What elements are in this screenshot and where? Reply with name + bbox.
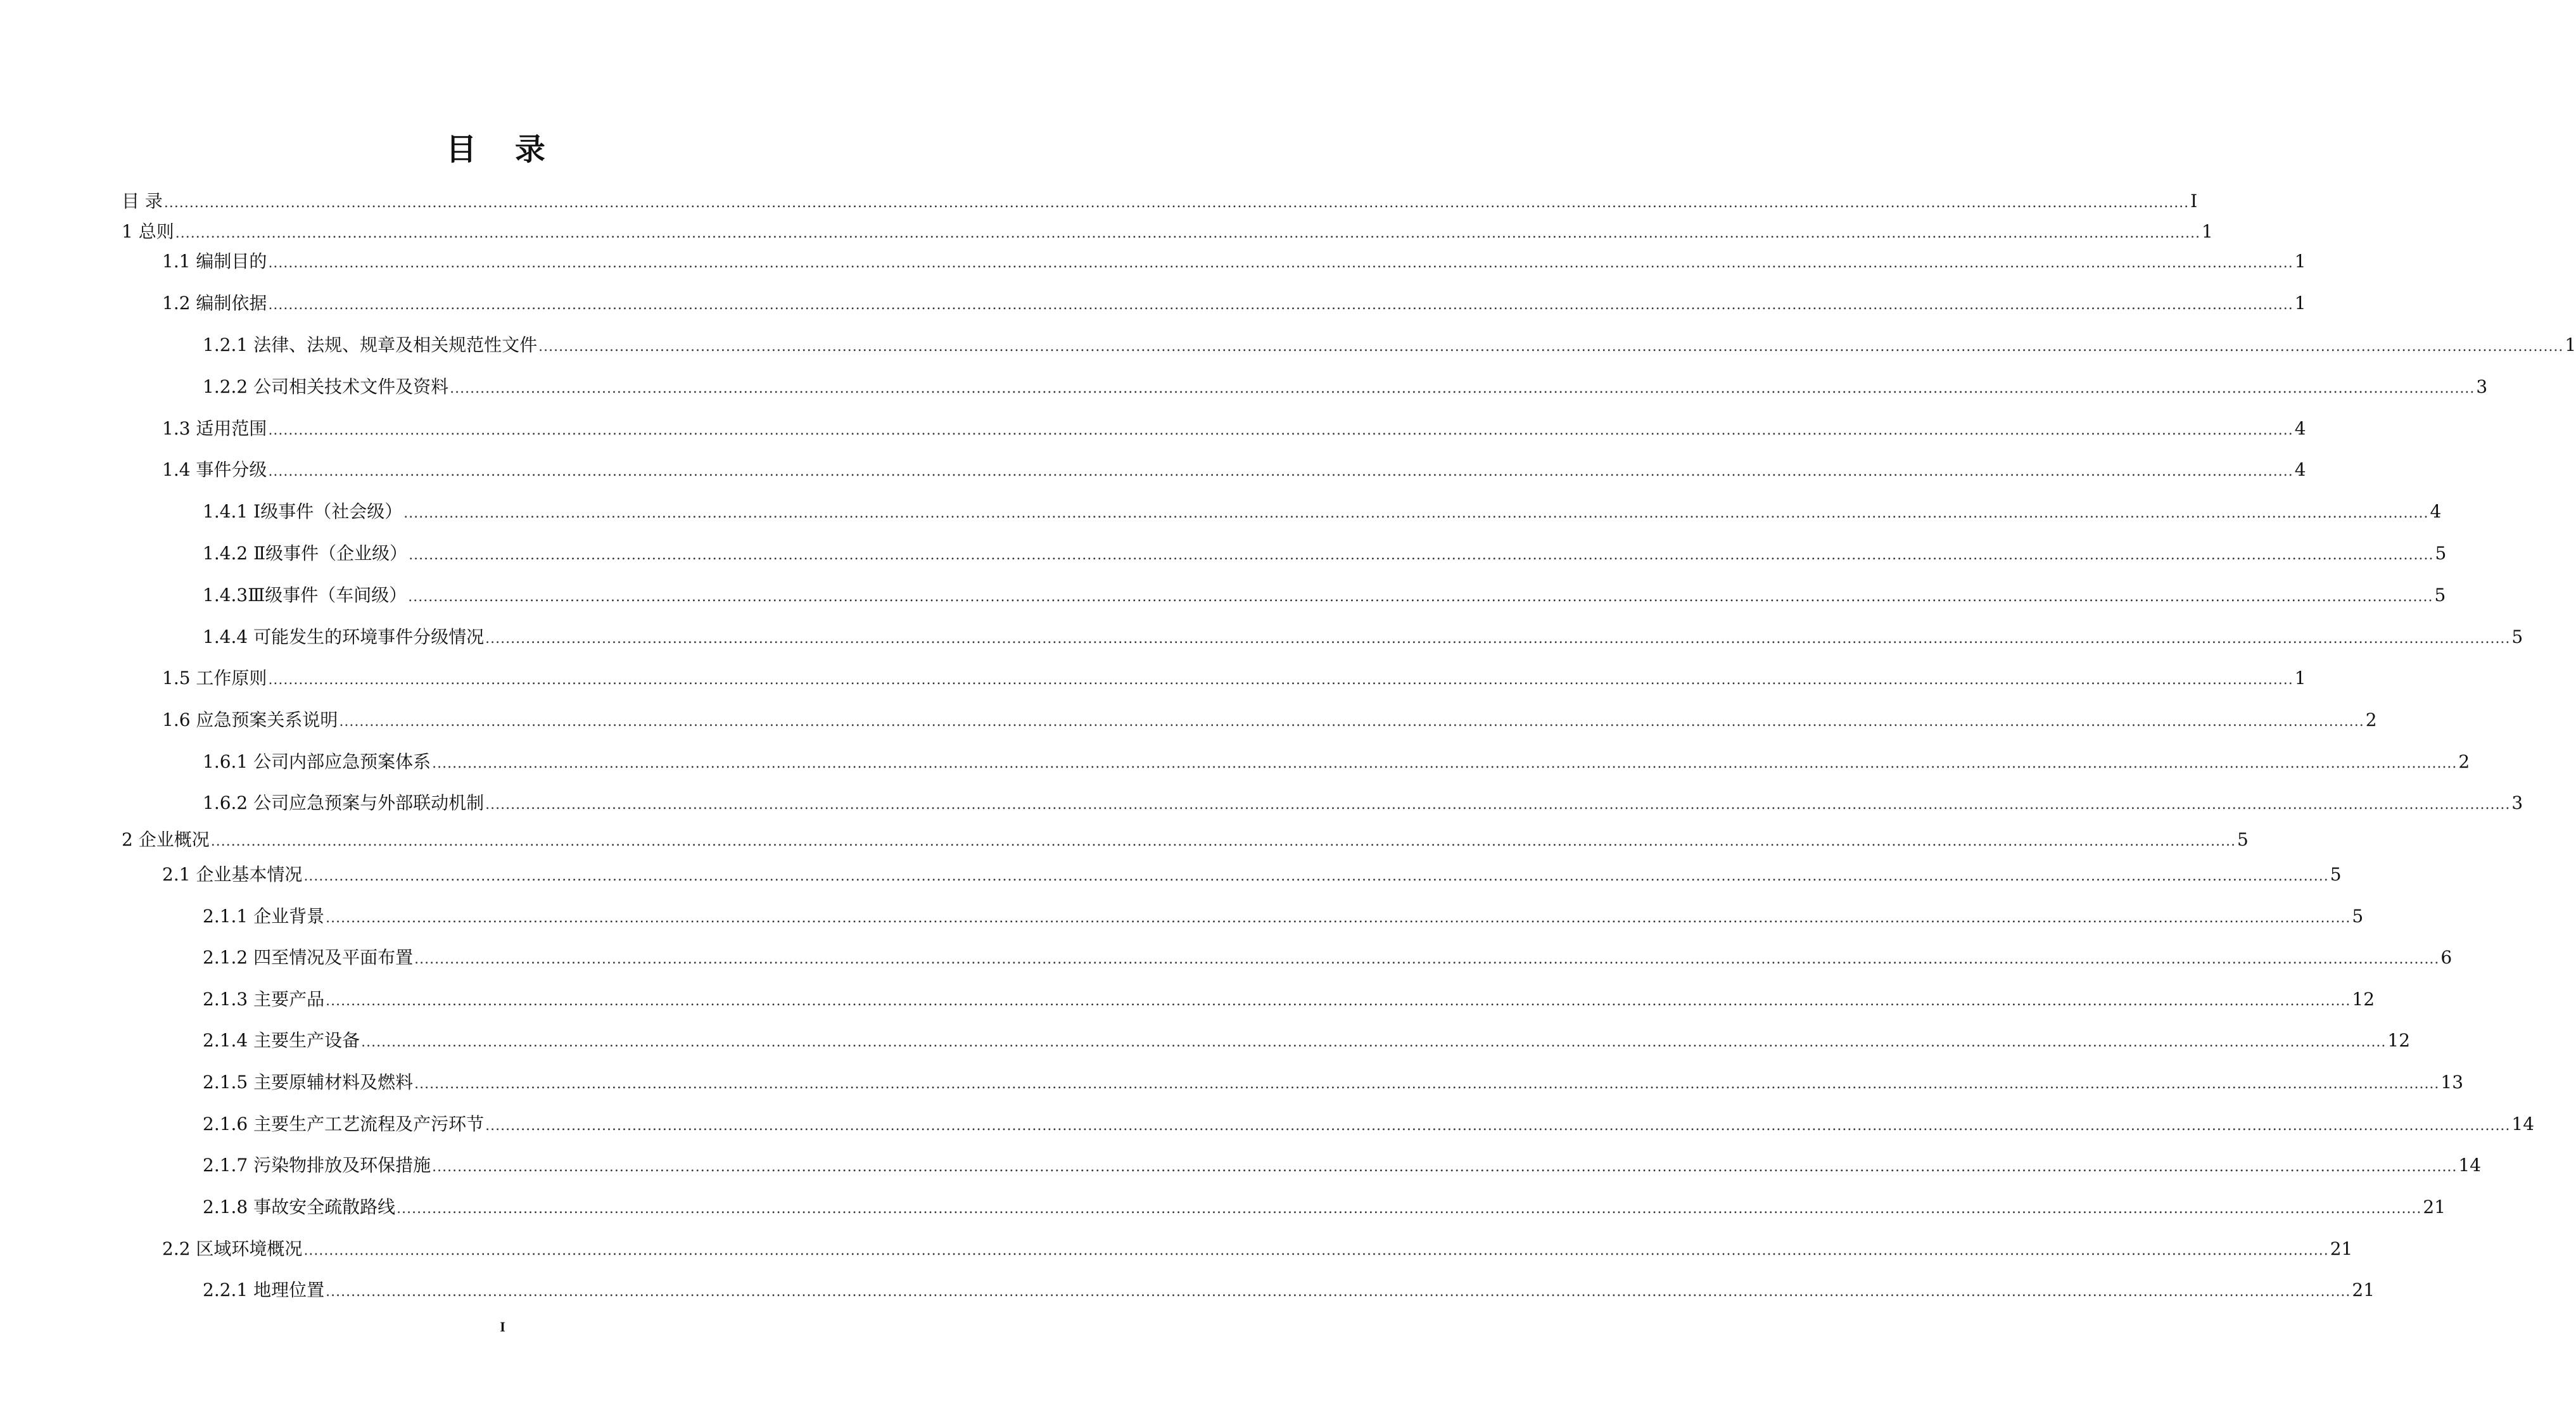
toc-entry-label: 2.2.1 地理位置	[203, 1279, 325, 1300]
toc-entry-label: 1.4.4 可能发生的环境事件分级情况	[203, 626, 485, 647]
toc-entry-label: 1.5 工作原则	[162, 668, 267, 689]
toc-entry-page-number: I	[2190, 191, 2198, 212]
toc-entry[interactable]	[162, 292, 2306, 315]
toc-dot-leader: ................................................................................................................................................................................................................................................................................................................................................................................................................	[303, 1243, 2329, 1259]
toc-entry-page-number: 3	[2511, 792, 2523, 813]
toc-entry[interactable]	[203, 542, 2447, 565]
toc-entry[interactable]	[122, 828, 2249, 851]
toc-dot-leader: ................................................................................................................................................................................................................................................................................................................................................................................................................	[175, 225, 2200, 241]
toc-entry-label: 2.1.6 主要生产工艺流程及产污环节	[203, 1114, 485, 1134]
toc-entry-page-number: 5	[2237, 829, 2249, 850]
toc-dot-leader: ................................................................................................................................................................................................................................................................................................................................................................................................................	[326, 910, 2351, 926]
toc-dot-leader: ................................................................................................................................................................................................................................................................................................................................................................................................................	[432, 756, 2458, 771]
toc-entry[interactable]	[203, 1071, 2464, 1094]
toc-entry[interactable]	[203, 376, 2488, 398]
toc-dot-leader: ................................................................................................................................................................................................................................................................................................................................................................................................................	[414, 1076, 2440, 1092]
toc-dot-leader: ................................................................................................................................................................................................................................................................................................................................................................................................................	[397, 1201, 2422, 1217]
toc-entry-page-number: 5	[2435, 543, 2447, 564]
toc-entry-page-number: 1	[2201, 221, 2213, 242]
toc-dot-leader: ................................................................................................................................................................................................................................................................................................................................................................................................................	[210, 834, 2236, 849]
toc-entry[interactable]	[162, 417, 2306, 440]
toc-dot-leader: ................................................................................................................................................................................................................................................................................................................................................................................................................	[485, 1118, 2511, 1134]
toc-entry-label: 1.4 事件分级	[162, 459, 267, 480]
toc-dot-leader: ................................................................................................................................................................................................................................................................................................................................................................................................................	[268, 422, 2294, 438]
toc-dot-leader: ................................................................................................................................................................................................................................................................................................................................................................................................................	[450, 381, 2475, 397]
toc-entry-label: 1.1 编制目的	[162, 251, 267, 272]
toc-dot-leader: ................................................................................................................................................................................................................................................................................................................................................................................................................	[485, 631, 2511, 647]
toc-entry[interactable]	[162, 1238, 2353, 1260]
toc-entry-label: 目 录	[122, 191, 163, 212]
toc-dot-leader: ................................................................................................................................................................................................................................................................................................................................................................................................................	[326, 1284, 2351, 1300]
toc-entry-page-number: 1	[2294, 293, 2306, 314]
toc-entry-page-number: 5	[2330, 864, 2342, 885]
toc-dot-leader: ................................................................................................................................................................................................................................................................................................................................................................................................................	[361, 1034, 2387, 1050]
toc-entry-page-number: 5	[2511, 626, 2523, 647]
toc-dot-leader: ................................................................................................................................................................................................................................................................................................................................................................................................................	[326, 993, 2351, 1009]
toc-entry[interactable]	[203, 946, 2452, 969]
toc-entry-label: 1.6 应急预案关系说明	[162, 709, 338, 730]
toc-entry[interactable]	[203, 1279, 2375, 1302]
toc-entry-page-number: 2	[2458, 751, 2470, 772]
toc-entry-label: 2.1.2 四至情况及平面布置	[203, 947, 414, 968]
toc-entry[interactable]	[122, 220, 2213, 243]
toc-entry[interactable]	[203, 1029, 2411, 1052]
toc-entry-page-number: 1	[2565, 334, 2576, 355]
toc-entry-label: 1.3 适用范围	[162, 418, 267, 439]
toc-entry[interactable]	[203, 751, 2470, 773]
toc-entry-page-number: 13	[2440, 1072, 2464, 1093]
toc-entry-label: 2.1.1 企业背景	[203, 906, 325, 927]
toc-entry-page-number: 1	[2294, 251, 2306, 272]
toc-entry-page-number: 4	[2294, 459, 2306, 480]
toc-entry[interactable]	[162, 250, 2306, 273]
toc-entry-label: 2.1.5 主要原辅材料及燃料	[203, 1072, 414, 1093]
toc-entry-label: 2.1.8 事故安全疏散路线	[203, 1197, 396, 1217]
toc-entry[interactable]	[162, 709, 2377, 732]
toc-entry-page-number: 3	[2476, 376, 2488, 397]
toc-entry[interactable]	[203, 584, 2446, 607]
toc-entry[interactable]	[203, 500, 2442, 523]
toc-entry-label: 1.6.1 公司内部应急预案体系	[203, 751, 431, 772]
toc-dot-leader: ................................................................................................................................................................................................................................................................................................................................................................................................................	[432, 1159, 2458, 1175]
toc-dot-leader: ................................................................................................................................................................................................................................................................................................................................................................................................................	[268, 297, 2294, 313]
toc-entry-label: 1.4.2 Ⅱ级事件（企业级）	[203, 543, 408, 564]
toc-entry-page-number: 21	[2352, 1279, 2375, 1300]
toc-entry[interactable]	[203, 905, 2364, 928]
toc-dot-leader: ................................................................................................................................................................................................................................................................................................................................................................................................................	[339, 714, 2364, 730]
toc-entry-page-number: 6	[2440, 947, 2452, 968]
toc-dot-leader: ................................................................................................................................................................................................................................................................................................................................................................................................................	[303, 868, 2329, 884]
toc-entry-label: 1.4.3Ⅲ级事件（车间级）	[203, 585, 407, 606]
toc-dot-leader: ................................................................................................................................................................................................................................................................................................................................................................................................................	[268, 464, 2294, 479]
toc-entry-page-number: 12	[2352, 989, 2375, 1010]
toc-entry-page-number: 14	[2511, 1114, 2535, 1134]
toc-entry-page-number: 1	[2294, 668, 2306, 689]
toc-entry-label: 2.1.4 主要生产设备	[203, 1030, 360, 1051]
toc-entry-label: 2.2 区域环境概况	[162, 1238, 303, 1259]
toc-entry[interactable]	[203, 792, 2523, 815]
toc-entry[interactable]	[203, 988, 2375, 1011]
toc-entry[interactable]	[203, 334, 2576, 357]
toc-entry-label: 1.2.2 公司相关技术文件及资料	[203, 376, 449, 397]
toc-dot-leader: ................................................................................................................................................................................................................................................................................................................................................................................................................	[403, 505, 2429, 521]
toc-dot-leader: ................................................................................................................................................................................................................................................................................................................................................................................................................	[268, 255, 2294, 271]
toc-entry[interactable]	[203, 1196, 2446, 1219]
toc-entry[interactable]	[122, 190, 2198, 213]
toc-entry-label: 2.1.3 主要产品	[203, 989, 325, 1010]
toc-entry-page-number: 2	[2365, 709, 2377, 730]
toc-entry-label: 2.1 企业基本情况	[162, 864, 303, 885]
toc-entry-label: 2.1.7 污染物排放及环保措施	[203, 1155, 431, 1176]
toc-entry[interactable]	[203, 626, 2523, 649]
toc-entry[interactable]	[203, 1154, 2482, 1177]
toc-dot-leader: ................................................................................................................................................................................................................................................................................................................................................................................................................	[268, 672, 2294, 688]
page-title: 目 录	[446, 132, 559, 167]
toc-entry-label: 1.4.1 Ⅰ级事件（社会级）	[203, 501, 403, 522]
toc-entry-page-number: 4	[2294, 418, 2306, 439]
toc-entry-label: 1.2 编制依据	[162, 293, 267, 314]
toc-dot-leader: ................................................................................................................................................................................................................................................................................................................................................................................................................	[163, 195, 2190, 211]
toc-entry-page-number: 4	[2430, 501, 2442, 522]
toc-entry-page-number: 14	[2458, 1155, 2482, 1176]
toc-entry[interactable]	[162, 667, 2306, 690]
toc-entry-page-number: 21	[2423, 1197, 2446, 1217]
toc-dot-leader: ................................................................................................................................................................................................................................................................................................................................................................................................................	[538, 339, 2564, 355]
toc-dot-leader: ................................................................................................................................................................................................................................................................................................................................................................................................................	[414, 951, 2440, 967]
toc-dot-leader: ................................................................................................................................................................................................................................................................................................................................................................................................................	[408, 589, 2433, 605]
toc-entry[interactable]	[203, 1113, 2535, 1136]
toc-entry-label: 1.6.2 公司应急预案与外部联动机制	[203, 792, 485, 813]
toc-entry-page-number: 5	[2352, 906, 2364, 927]
toc-entry-label: 2 企业概况	[122, 829, 210, 850]
toc-entry-page-number: 5	[2434, 585, 2446, 606]
toc-entry[interactable]	[162, 459, 2306, 481]
toc-entry-label: 1.2.1 法律、法规、规章及相关规范性文件	[203, 334, 538, 355]
toc-entry-page-number: 12	[2387, 1030, 2411, 1051]
toc-entry-page-number: 21	[2330, 1238, 2353, 1259]
footer-page-number: I	[500, 1319, 505, 1335]
toc-dot-leader: ................................................................................................................................................................................................................................................................................................................................................................................................................	[485, 797, 2511, 813]
toc-entry-label: 1 总则	[122, 221, 174, 242]
toc-entry[interactable]	[162, 863, 2342, 886]
toc-dot-leader: ................................................................................................................................................................................................................................................................................................................................................................................................................	[409, 547, 2434, 563]
